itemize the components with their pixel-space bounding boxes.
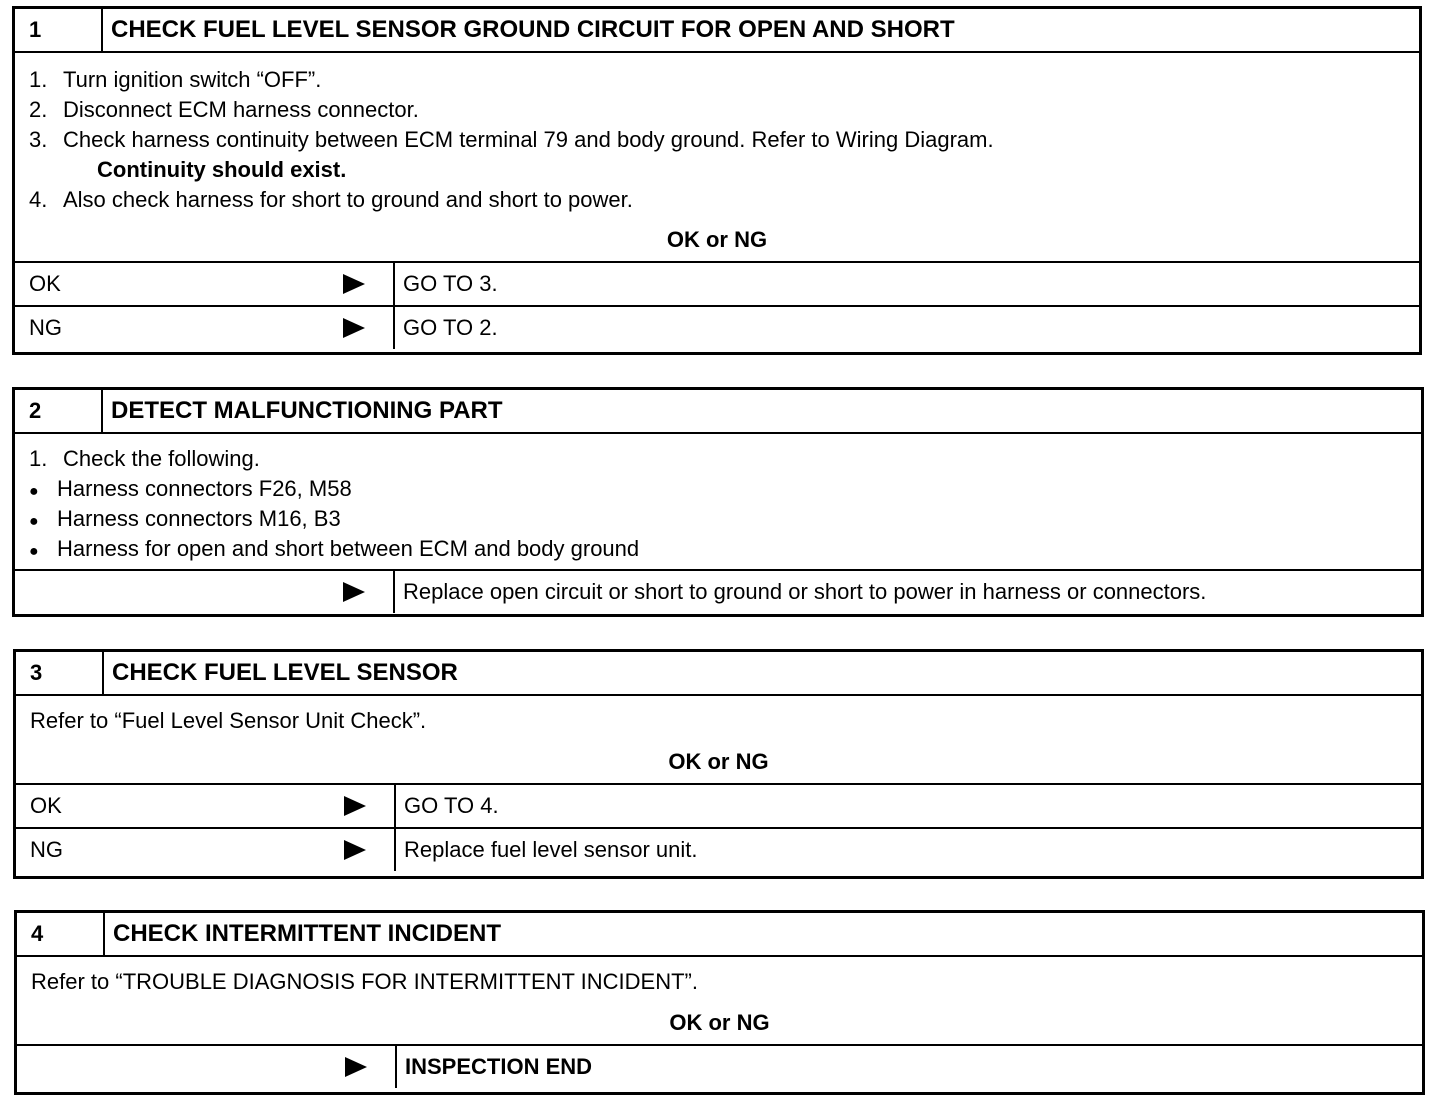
- bullet-dot-icon: ●: [29, 483, 39, 500]
- item-text: Disconnect ECM harness connector.: [63, 97, 419, 122]
- outcome-result: GO TO 3.: [403, 271, 498, 296]
- item-number: 4.: [29, 187, 48, 212]
- bullet-item: [29, 534, 1421, 564]
- outcome-row: [17, 1044, 1422, 1088]
- arrow-right-icon: [344, 840, 366, 860]
- step-1-block: [12, 6, 1422, 355]
- item-text: Also check harness for short to ground and short to power.: [63, 187, 633, 212]
- item-text: Turn ignition switch “OFF”.: [63, 67, 322, 92]
- step-body: [15, 53, 1419, 219]
- step-3-block: [13, 649, 1424, 879]
- step-header: [16, 652, 1421, 696]
- instruction-item: [29, 125, 1419, 155]
- step-4-block: [14, 910, 1425, 1095]
- item-number: 1.: [29, 446, 48, 471]
- step-text: Refer to “Fuel Level Sensor Unit Check”.: [30, 708, 427, 733]
- bullet-dot-icon: ●: [29, 543, 39, 560]
- outcome-row: [15, 305, 1419, 349]
- outcome-label-text: NG: [29, 315, 62, 340]
- outcome-result: GO TO 2.: [403, 315, 498, 340]
- outcome-label: [15, 263, 395, 305]
- outcome-label-text: OK: [30, 793, 62, 818]
- outcome-row: [16, 783, 1421, 827]
- bullet-dot-icon: ●: [29, 513, 39, 530]
- instruction-item: [29, 185, 1419, 215]
- step-body: [16, 696, 1421, 741]
- bullet-item: [29, 504, 1421, 534]
- step-title: DETECT MALFUNCTIONING PART: [111, 397, 503, 424]
- arrow-right-icon: [343, 318, 365, 338]
- outcome-row: [15, 569, 1421, 613]
- outcome-row: [16, 827, 1421, 871]
- arrow-right-icon: [345, 1057, 367, 1077]
- item-number: 3.: [29, 127, 48, 152]
- step-header: [17, 913, 1422, 957]
- decision-label: OK or NG: [666, 227, 768, 252]
- step-header: [15, 390, 1421, 434]
- step-body: [15, 434, 1421, 569]
- step-number: 4: [17, 913, 105, 955]
- instruction-item: [29, 95, 1419, 125]
- bullet-text: Harness connectors M16, B3: [57, 506, 341, 531]
- outcome-result: GO TO 4.: [404, 793, 499, 818]
- item-text: Check the following.: [63, 446, 260, 471]
- step-title: CHECK FUEL LEVEL SENSOR: [112, 659, 458, 686]
- instruction-item: [29, 444, 1421, 474]
- step-title: CHECK FUEL LEVEL SENSOR GROUND CIRCUIT FOR OPEN AND SHORT: [111, 16, 955, 43]
- outcome-label-text: NG: [30, 837, 63, 862]
- decision-label: OK or NG: [669, 1010, 770, 1035]
- item-number: 1.: [29, 67, 48, 92]
- step-number: 3: [16, 652, 104, 694]
- outcome-result: Replace open circuit or short to ground or short to power in harness or connectors.: [403, 579, 1207, 604]
- step-title: CHECK INTERMITTENT INCIDENT: [113, 920, 501, 947]
- decision-label: OK or NG: [668, 749, 769, 774]
- instruction-emphasis: Continuity should exist.: [97, 157, 347, 182]
- item-text: Check harness continuity between ECM terminal 79 and body ground. Refer to Wiring Diagram.: [63, 127, 994, 152]
- step-header: [15, 9, 1419, 53]
- outcome-label: [15, 307, 395, 349]
- step-text: Refer to “TROUBLE DIAGNOSIS FOR INTERMITTENT INCIDENT”.: [31, 969, 698, 994]
- outcome-result: INSPECTION END: [405, 1054, 593, 1079]
- item-number: 2.: [29, 97, 48, 122]
- step-2-block: [12, 387, 1424, 617]
- outcome-label: [17, 1046, 397, 1088]
- outcome-result: Replace fuel level sensor unit.: [404, 837, 698, 862]
- outcome-label: [16, 785, 396, 827]
- outcome-label: [16, 829, 396, 871]
- arrow-right-icon: [343, 274, 365, 294]
- bullet-text: Harness for open and short between ECM and body ground: [57, 536, 640, 561]
- outcome-label: [15, 571, 395, 613]
- step-number: 2: [15, 390, 103, 432]
- outcome-row: [15, 261, 1419, 305]
- step-body: [17, 957, 1422, 1002]
- arrow-right-icon: [344, 796, 366, 816]
- step-number: 1: [15, 9, 103, 51]
- instruction-item: [29, 65, 1419, 95]
- arrow-right-icon: [343, 582, 365, 602]
- bullet-item: [29, 474, 1421, 504]
- bullet-text: Harness connectors F26, M58: [57, 476, 352, 501]
- outcome-label-text: OK: [29, 271, 61, 296]
